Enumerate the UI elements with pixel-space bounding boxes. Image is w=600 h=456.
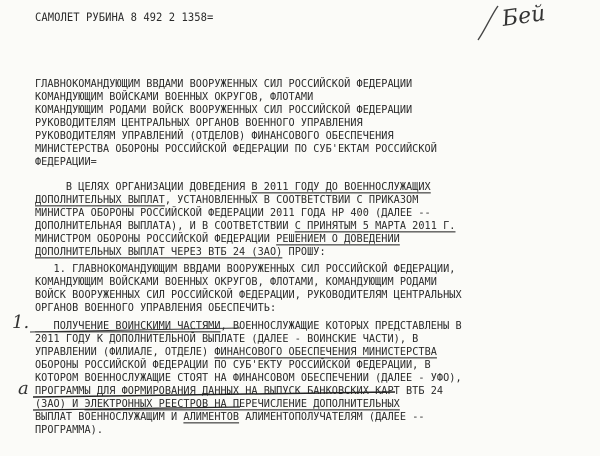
paragraph-line: ДОПОЛНИТЕЛЬНЫХ ВЫПЛАТ, УСТАНОВЛЕННЫХ В СООТВЕТСТВИИ С ПРИКАЗОМ (35, 194, 419, 207)
addressee-line: МИНИСТЕРСТВА ОБОРОНЫ РОССИЙСКОЙ ФЕДЕРАЦИИ ПО СУБ'ЕКТАМ РОССИЙСКОЙ (35, 143, 437, 156)
underlined-phrase: ПОЛУЧЕНИЕ ВОИНСКИМИ ЧАСТЯМИ (35, 320, 221, 333)
subitem-line: КОТОРОМ ВОЕННОСЛУЖАЩИЕ СТОЯТ НА ФИНАНСОВОМ ОБЕСПЕЧЕНИИ (ДАЛЕЕ - УФО), (35, 372, 462, 385)
paragraph-line: МИНИСТРОМ ОБОРОНЫ РОССИЙСКОЙ ФЕДЕРАЦИИ РЕШЕНИЕМ О ДОВЕДЕНИИ (35, 233, 400, 246)
paragraph-line: ДОПОЛНИТЕЛЬНАЯ ВЫПЛАТА), И В СООТВЕТСТВИИ С ПРИНЯТЫМ 5 МАРТА 2011 Г. (35, 220, 456, 233)
subitem-line: 2011 ГОДУ К ДОПОЛНИТЕЛЬНОЙ ВЫПЛАТЕ (ДАЛЕЕ - ВОИНСКИЕ ЧАСТИ), В (35, 333, 419, 346)
subitem-line: (ЗАО) И ЭЛЕКТРОННЫХ РЕЕСТРОВ НА ПЕРЕЧИСЛЕНИЕ ДОПОЛНИТЕЛЬНЫХ (35, 398, 400, 411)
underlined-phrase: ЭЛЕКТРОННЫХ РЕЕСТРОВ НА ПЕРЕЧИСЛЕНИЕ ДОПОЛНИТЕЛЬНЫХ (84, 398, 400, 411)
handwritten-stamp: Бей (500, 1, 547, 32)
underlined-phrase: АЛИМЕНТОВ (183, 411, 240, 424)
underlined-phrase: ФИНАНСОВОГО ОБЕСПЕЧЕНИЯ МИНИСТЕРСТВА (214, 346, 437, 359)
paragraph-line: В ЦЕЛЯХ ОРГАНИЗАЦИИ ДОВЕДЕНИЯ В 2011 ГОДУ ДО ВОЕННОСЛУЖАЩИХ (35, 181, 431, 194)
underlined-phrase: РЕШЕНИЕМ О ДОВЕДЕНИИ (276, 233, 400, 246)
paragraph-line: ДОПОЛНИТЕЛЬНЫХ ВЫПЛАТ ЧЕРЕЗ ВТБ 24 (ЗАО) ПРОШУ: (35, 246, 326, 259)
addressee-line: КОМАНДУЮЩИМ РОДАМИ ВОЙСК ВООРУЖЕННЫХ СИЛ РОССИЙСКОЙ ФЕДЕРАЦИИ (35, 104, 413, 117)
addressee-line: ФЕДЕРАЦИИ= (35, 156, 97, 169)
stamp-flourish (478, 6, 498, 40)
subitem-line: ПОЛУЧЕНИЕ ВОИНСКИМИ ЧАСТЯМИ, ВОЕННОСЛУЖАЩИЕ КОТОРЫХ ПРЕДСТАВЛЕНЫ В (35, 320, 462, 333)
subitem-line: УПРАВЛЕНИИ (ФИЛИАЛЕ, ОТДЕЛЕ) ФИНАНСОВОГО ОБЕСПЕЧЕНИЯ МИНИСТЕРСТВА (35, 346, 437, 359)
teletype-header: САМОЛЕТ РУБИНА 8 492 2 1358= (35, 11, 214, 25)
underlined-phrase: ДОПОЛНИТЕЛЬНЫХ ВЫПЛАТ ЧЕРЕЗ ВТБ 24 (ЗАО) (35, 246, 283, 259)
item-line: КОМАНДУЮЩИМ ВОЙСКАМИ ВОЕННЫХ ОКРУГОВ, ФЛОТАМИ, КОМАНДУЮЩИМ РОДАМИ (35, 276, 437, 289)
addressee-line: КОМАНДУЮЩИМ ВОЙСКАМИ ВОЕННЫХ ОКРУГОВ, ФЛОТАМИ (35, 91, 314, 104)
underlined-phrase: В 2011 ГОДУ ДО ВОЕННОСЛУЖАЩИХ (251, 181, 431, 194)
subitem-line: ПРОГРАММА). (35, 424, 104, 437)
paragraph-line: МИНИСТРА ОБОРОНЫ РОССИЙСКОЙ ФЕДЕРАЦИИ 2011 ГОДА НР 400 (ДАЛЕЕ -- (35, 207, 431, 220)
addressee-line: РУКОВОДИТЕЛЯМ ЦЕНТРАЛЬНЫХ ОРГАНОВ ВОЕННОГО УПРАВЛЕНИЯ (35, 117, 363, 130)
subitem-line: ОБОРОНЫ РОССИЙСКОЙ ФЕДЕРАЦИИ ПО СУБ'ЕКТУ РОССИЙСКОЙ ФЕДЕРАЦИИ, В (35, 359, 431, 372)
item-line: ОРГАНОВ ВОЕННОГО УПРАВЛЕНИЯ ОБЕСПЕЧИТЬ: (35, 302, 277, 315)
item-line: ВОЙСК ВООРУЖЕННЫХ СИЛ РОССИЙСКОЙ ФЕДЕРАЦИИ, РУКОВОДИТЕЛЯМ ЦЕНТРАЛЬНЫХ (35, 289, 462, 302)
underlined-phrase: ДОПОЛНИТЕЛЬНЫХ ВЫПЛАТ (35, 194, 165, 207)
subitem-line: ПРОГРАММЫ ДЛЯ ФОРМИРОВАНИЯ ДАННЫХ НА ВЫПУСК БАНКОВСКИХ КАРТ ВТБ 24 (35, 385, 444, 398)
subitem-line: ВЫПЛАТ ВОЕННОСЛУЖАЩИМ И АЛИМЕНТОВ АЛИМЕНТОПОЛУЧАТЕЛЯМ (ДАЛЕЕ -- (35, 411, 425, 424)
addressee-line: ГЛАВНОКОМАНДУЮЩИМ ВВДАМИ ВООРУЖЕННЫХ СИЛ РОССИЙСКОЙ ФЕДЕРАЦИИ (35, 78, 413, 91)
margin-note-number: 1. (12, 312, 30, 333)
item-line: 1. ГЛАВНОКОМАНДУЮЩИМ ВВДАМИ ВООРУЖЕННЫХ СИЛ РОССИЙСКОЙ ФЕДЕРАЦИИ, (35, 263, 456, 276)
margin-note-letter: а (18, 378, 29, 399)
addressee-line: РУКОВОДИТЕЛЯМ УПРАВЛЕНИЙ (ОТДЕЛОВ) ФИНАНСОВОГО ОБЕСПЕЧЕНИЯ (35, 130, 394, 143)
underlined-phrase: С ПРИНЯТЫМ 5 МАРТА 2011 Г. (294, 220, 456, 233)
